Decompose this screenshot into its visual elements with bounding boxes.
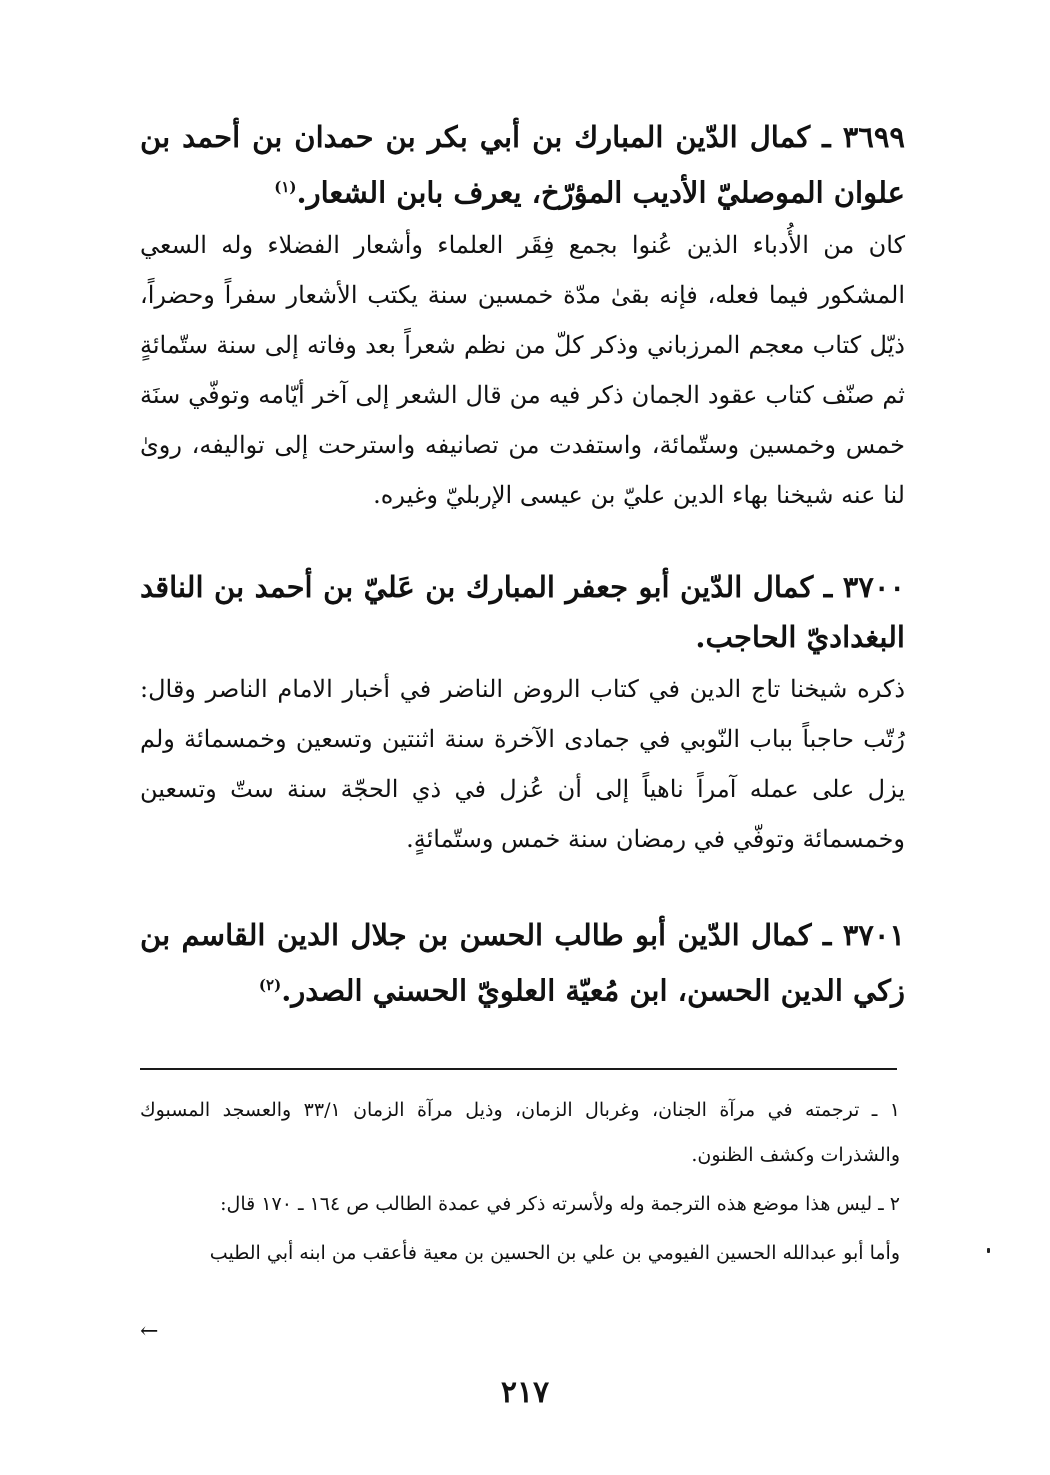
footnote-reference: (٢) xyxy=(258,975,282,994)
entry-heading: ٣٦٩٩ ـ كمال الدّين المبارك بن أبي بكر بن حمدان بن أحمد بن علوان الموصليّ الأديب المؤرّخ، يعرف بابن الشعار.$^{(١)}$ xyxy=(140,120,905,210)
footnote: ١ ـ ترجمته في مرآة الجنان، وغربال الزمان، وذيل مرآة الزمان ٣٣/١ والعسجد المسبوك والشذرات وكشف الظنون. xyxy=(140,1099,901,1166)
footnote-separator xyxy=(140,1068,897,1070)
entry-heading: ٣٧٠١ ـ كمال الدّين أبو طالب الحسن بن جلال الدين القاسم بن زكي الدين الحسن، ابن مُعيّة العلويّ الحسني الصدر.$^{(٢)}$ xyxy=(140,917,905,1008)
page-number: ٢١٧ xyxy=(500,1375,550,1410)
continuation-arrow-icon: ← xyxy=(140,1319,159,1344)
footnote: ٢ ـ ليس هذا موضع هذه الترجمة وله ولأسرته ذكر في عمدة الطالب ص ١٦٤ ـ ١٧٠ قال: xyxy=(220,1193,900,1215)
entry-heading: ٣٧٠٠ ـ كمال الدّين أبو جعفر المبارك بن عَليّ بن أحمد بن الناقد البغداديّ الحاجب. xyxy=(140,569,905,654)
entry-body: كان من الأُدباء الذين عُنوا بجمع فِقَر العلماء وأشعار الفضلاء وله السعي المشكور فيما فعله، فإنه بقىٰ مدّة خمسين سنة يكتب الأشعار سفراً وحضراً، ذيّل كتاب معجم المرزباني وذكر كلّ من نظم شعراً بعد وفاته إلى سنة ستّمائةٍ ثم صنّف كتاب عقود الجمان ذكر فيه من قال الشعر إلى آخر أيّامه وتوفّي سنَة خمس وخمسين وستّمائة، واستفدت من تصانيفه واسترحت إلى تواليفه، روىٰ لنا عنه شيخنا بهاء الدين عليّ بن عيسى الإربليّ وغيره. xyxy=(140,230,905,509)
footnote-reference: (١) xyxy=(274,178,297,196)
footnote: وأما أبو عبدالله الحسين الفيومي بن علي بن الحسين بن معية فأعقب من ابنه أبي الطيب xyxy=(209,1242,900,1264)
scan-speck xyxy=(987,1248,990,1253)
main-text xyxy=(140,112,905,1015)
entry-body: ذكره شيخنا تاج الدين في كتاب الروض الناضر في أخبار الامام الناصر وقال: رُتّب حاجباً بباب النّوبي في جمادى الآخرة سنة اثنتين وتسعين وخمسمائة ولم يزل على عمله آمراً ناهياً إلى أن عُزل في ذي الحجّة سنة ستّ وتسعين وخمسمائة وتوفّي في رمضان سنة خمس وستّمائةٍ. xyxy=(140,674,905,853)
footnotes xyxy=(140,1088,900,1280)
